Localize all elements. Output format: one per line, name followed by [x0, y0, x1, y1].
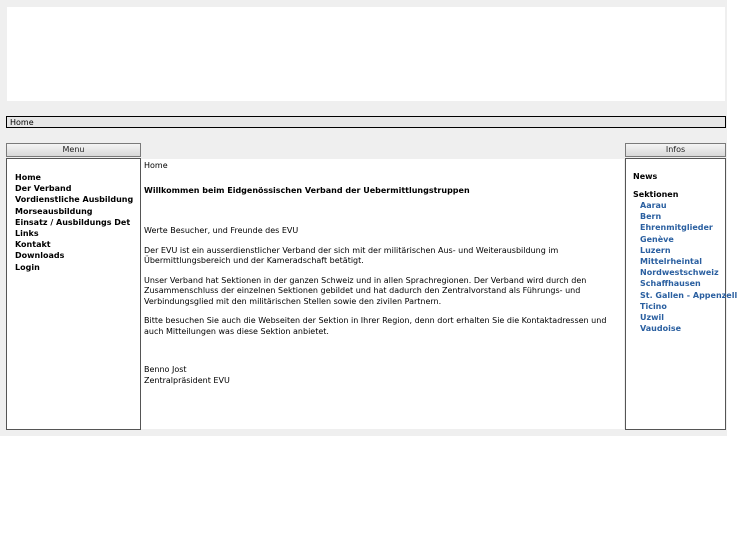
content-breadcrumb: Home — [144, 161, 168, 170]
infos-panel — [625, 158, 737, 430]
sektion-link-bern[interactable]: Bern — [640, 212, 662, 222]
greeting-text: Werte Besucher, und Freunde des EVU — [144, 226, 299, 235]
visit-paragraph: Bitte besuchen Sie auch die Webseiten der Sektion in Ihrer Region, denn dort erhalten Sie die Kontaktadressen und auch Mitteilungen was diese Sektion anbietet. — [144, 316, 607, 336]
sektion-link-uzwil[interactable]: Uzwil — [640, 313, 665, 323]
menu-item-vordienstliche-ausbildung[interactable]: Vordienstliche Ausbildung — [15, 195, 134, 205]
infos-header-label: Infos — [665, 145, 686, 154]
sektion-link-geneve[interactable]: Genève — [640, 234, 674, 244]
menu-panel-header — [6, 143, 141, 157]
menu-item-einsatz-ausbildungs-det[interactable]: Einsatz / Ausbildungs Det — [15, 217, 131, 227]
infos-panel-header — [625, 143, 726, 157]
sektion-link-schaffhausen[interactable]: Schaffhausen — [640, 279, 701, 289]
breadcrumb-home-link[interactable]: Home — [10, 118, 34, 127]
sektion-link-st-gallen-appenzell[interactable]: St. Gallen - Appenzell — [640, 290, 737, 300]
header-banner — [7, 7, 725, 101]
signature-name: Benno Jost — [144, 365, 187, 374]
sektion-link-vaudoise[interactable]: Vaudoise — [640, 324, 681, 334]
sektion-link-aarau[interactable]: Aarau — [640, 201, 667, 210]
menu-item-morseausbildung[interactable]: Morseausbildung — [15, 206, 93, 216]
menu-item-login[interactable]: Login — [15, 262, 40, 272]
sektion-list — [633, 200, 737, 334]
news-label[interactable]: News — [633, 172, 658, 181]
main-content — [141, 159, 624, 429]
page-title: Willkommen beim Eidgenössischen Verband der Uebermittlungstruppen — [144, 185, 470, 195]
menu-panel — [6, 158, 141, 430]
menu-item-home[interactable]: Home — [15, 173, 41, 182]
menu-item-links[interactable]: Links — [15, 229, 39, 239]
sektion-link-ehrenmitglieder[interactable]: Ehrenmitglieder — [640, 223, 713, 233]
menu-list — [15, 172, 140, 273]
sektion-link-nordwestschweiz[interactable]: Nordwestschweiz — [640, 268, 719, 278]
sektion-link-luzern[interactable]: Luzern — [640, 245, 671, 255]
sections-paragraph: Unser Verband hat Sektionen in der ganzen Schweiz und in allen Sprachregionen. Der Verband wird durch den Zusammenschluss der einzelnen Sektionen gebildet und hat dadurch den Zentralvorstand als Führungs- und Verbindungsglied mit den militärischen Stellen sowie den zivilen Partnern. — [144, 275, 587, 306]
menu-item-kontakt[interactable]: Kontakt — [15, 240, 51, 250]
sektion-link-ticino[interactable]: Ticino — [640, 301, 667, 311]
intro-paragraph: Der EVU ist ein ausserdienstlicher Verband der sich mit der militärischen Aus- und Weiterausbildung im Übermittlungsbereich und der Kameradschaft betätigt. — [144, 245, 559, 265]
menu-item-downloads[interactable]: Downloads — [15, 251, 65, 261]
menu-header-label: Menu — [62, 145, 85, 154]
sektionen-label: Sektionen — [633, 190, 679, 199]
menu-item-der-verband[interactable]: Der Verband — [15, 184, 72, 194]
sektion-link-mittelrheintal[interactable]: Mittelrheintal — [640, 257, 702, 267]
breadcrumb — [6, 116, 726, 128]
signature-title: Zentralpräsident EVU — [144, 375, 230, 385]
